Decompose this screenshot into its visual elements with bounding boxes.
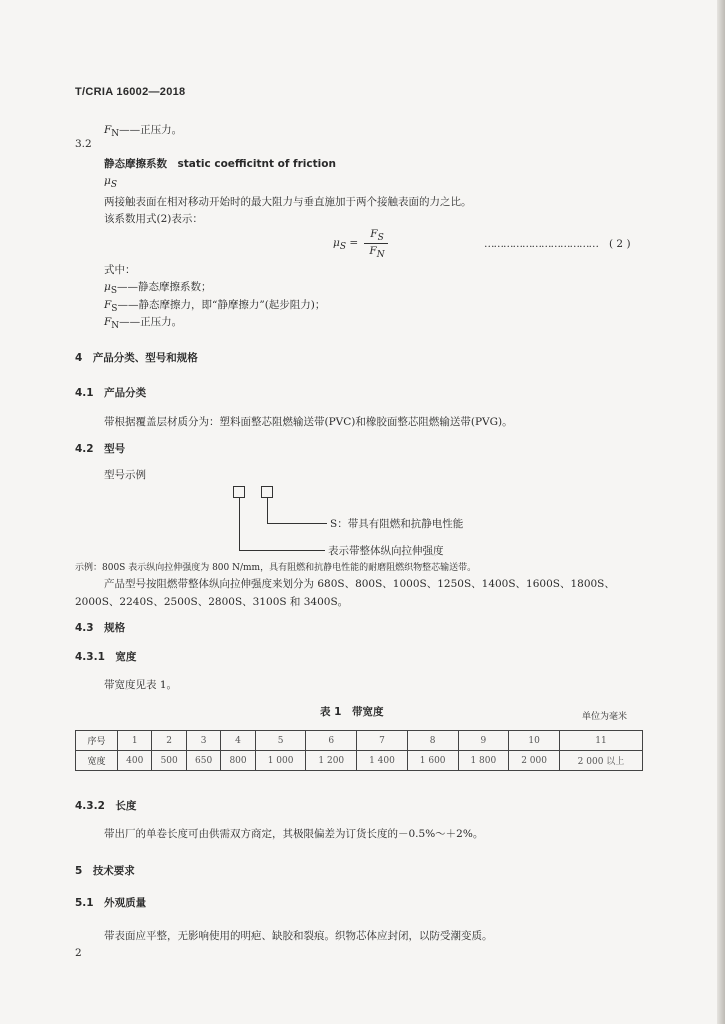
table-cell: 11 xyxy=(560,731,643,751)
section-4-heading: 4 产品分类、型号和规格 xyxy=(75,352,198,364)
table-cell: 650 xyxy=(186,751,220,771)
table-1-title: 表 1 带宽度 xyxy=(320,706,384,718)
formula-leader-dots: ……………………………… xyxy=(484,238,598,250)
table-cell: 5 xyxy=(255,731,306,751)
table-cell: 3 xyxy=(186,731,220,751)
table-cell: 10 xyxy=(509,731,560,751)
model-label-suffix: S：带具有阻燃和抗静电性能 xyxy=(330,518,464,530)
section-4-3-2-body: 带出厂的单卷长度可由供需双方商定，其极限偏差为订货长度的－0.5%～＋2%。 xyxy=(104,828,484,840)
formula-2: $\mu_S$ = $F_S$ $F_N$ xyxy=(333,228,393,262)
table-row-label: 序号 xyxy=(76,731,118,751)
table-cell: 1 600 xyxy=(407,751,458,771)
table-cell: 1 xyxy=(118,731,152,751)
model-label-strength: 表示带整体纵向拉伸强度 xyxy=(328,545,444,557)
leader-line-strength-horizontal xyxy=(239,550,325,551)
table-cell: 2 000 xyxy=(509,751,560,771)
definition-fn-top: $F_N——$正压力。 xyxy=(104,124,183,140)
page-number: 2 xyxy=(75,947,82,959)
leader-line-suffix-horizontal xyxy=(267,523,327,524)
section-4-3-1-heading: 4.3.1 宽度 xyxy=(75,651,137,663)
table-row-width xyxy=(76,751,643,771)
table-cell: 9 xyxy=(458,731,509,751)
section-3-2-body-2: 该系数用式(2)表示： xyxy=(104,213,203,225)
where-item: $F_S——$静态摩擦力，即“静摩擦力”(起步阻力)； xyxy=(104,299,326,315)
table-cell: 6 xyxy=(306,731,357,751)
leader-line-strength-vertical xyxy=(239,498,240,550)
table-cell: 1 000 xyxy=(255,751,306,771)
table-cell: 800 xyxy=(221,751,255,771)
table-cell: 7 xyxy=(357,731,408,751)
model-text-line-2: 2000S、2240S、2500S、2800S、3100S 和 3400S。 xyxy=(75,596,349,608)
formula-number: ( 2 ) xyxy=(609,238,631,250)
table-cell: 1 200 xyxy=(306,751,357,771)
page-header: T/CRIA 16002—2018 xyxy=(75,86,186,98)
section-4-2-heading: 4.2 型号 xyxy=(75,443,126,455)
table-cell: 500 xyxy=(152,751,186,771)
where-item: $F_N——$正压力。 xyxy=(104,316,183,332)
where-item: $\mu_S——$静态摩擦系数； xyxy=(104,281,212,297)
section-5-1-body: 带表面应平整，无影响使用的明疤、缺胶和裂痕。织物芯体应封闭，以防受潮变质。 xyxy=(104,930,493,942)
table-row-index xyxy=(76,731,643,751)
section-4-1-body: 带根据覆盖层材质分为：塑料面整芯阻燃输送带(PVC)和橡胶面整芯阻燃输送带(PVG)。 xyxy=(104,416,513,428)
section-3-2-number: 3.2 xyxy=(75,138,92,150)
section-5-1-heading: 5.1 外观质量 xyxy=(75,897,147,909)
table-cell: 2 000 以上 xyxy=(560,751,643,771)
table-cell: 400 xyxy=(118,751,152,771)
table-1-unit: 单位为毫米 xyxy=(582,712,628,722)
section-3-2-symbol: $\mu_S$ xyxy=(104,175,117,191)
model-box-strength xyxy=(233,486,245,498)
section-3-2-title: 静态摩擦系数 static coefficitnt of friction xyxy=(104,158,336,170)
table-cell: 1 800 xyxy=(458,751,509,771)
table-1 xyxy=(75,730,643,771)
section-4-3-heading: 4.3 规格 xyxy=(75,622,126,634)
section-5-heading: 5 技术要求 xyxy=(75,865,135,877)
table-cell: 1 400 xyxy=(357,751,408,771)
example-note: 示例：800S 表示纵向拉伸强度为 800 N/mm，具有阻燃和抗静电性能的耐磨阻燃织物整芯输送带。 xyxy=(75,563,477,573)
section-4-2-intro: 型号示例 xyxy=(104,469,146,481)
table-cell: 8 xyxy=(407,731,458,751)
section-4-1-heading: 4.1 产品分类 xyxy=(75,387,147,399)
model-box-suffix xyxy=(261,486,273,498)
table-cell: 2 xyxy=(152,731,186,751)
table-row-label: 宽度 xyxy=(76,751,118,771)
leader-line-suffix-vertical xyxy=(267,498,268,523)
page-edge-shadow xyxy=(717,0,725,1024)
section-3-2-body-1: 两接触表面在相对移动开始时的最大阻力与垂直施加于两个接触表面的力之比。 xyxy=(104,196,472,208)
section-4-3-1-body: 带宽度见表 1。 xyxy=(104,679,178,691)
model-text-line-1: 产品型号按阻燃带整体纵向拉伸强度来划分为 680S、800S、1000S、1250S、1400S、1600S、1800S、 xyxy=(104,578,615,590)
table-cell: 4 xyxy=(221,731,255,751)
where-label: 式中： xyxy=(104,264,136,276)
section-4-3-2-heading: 4.3.2 长度 xyxy=(75,800,137,812)
